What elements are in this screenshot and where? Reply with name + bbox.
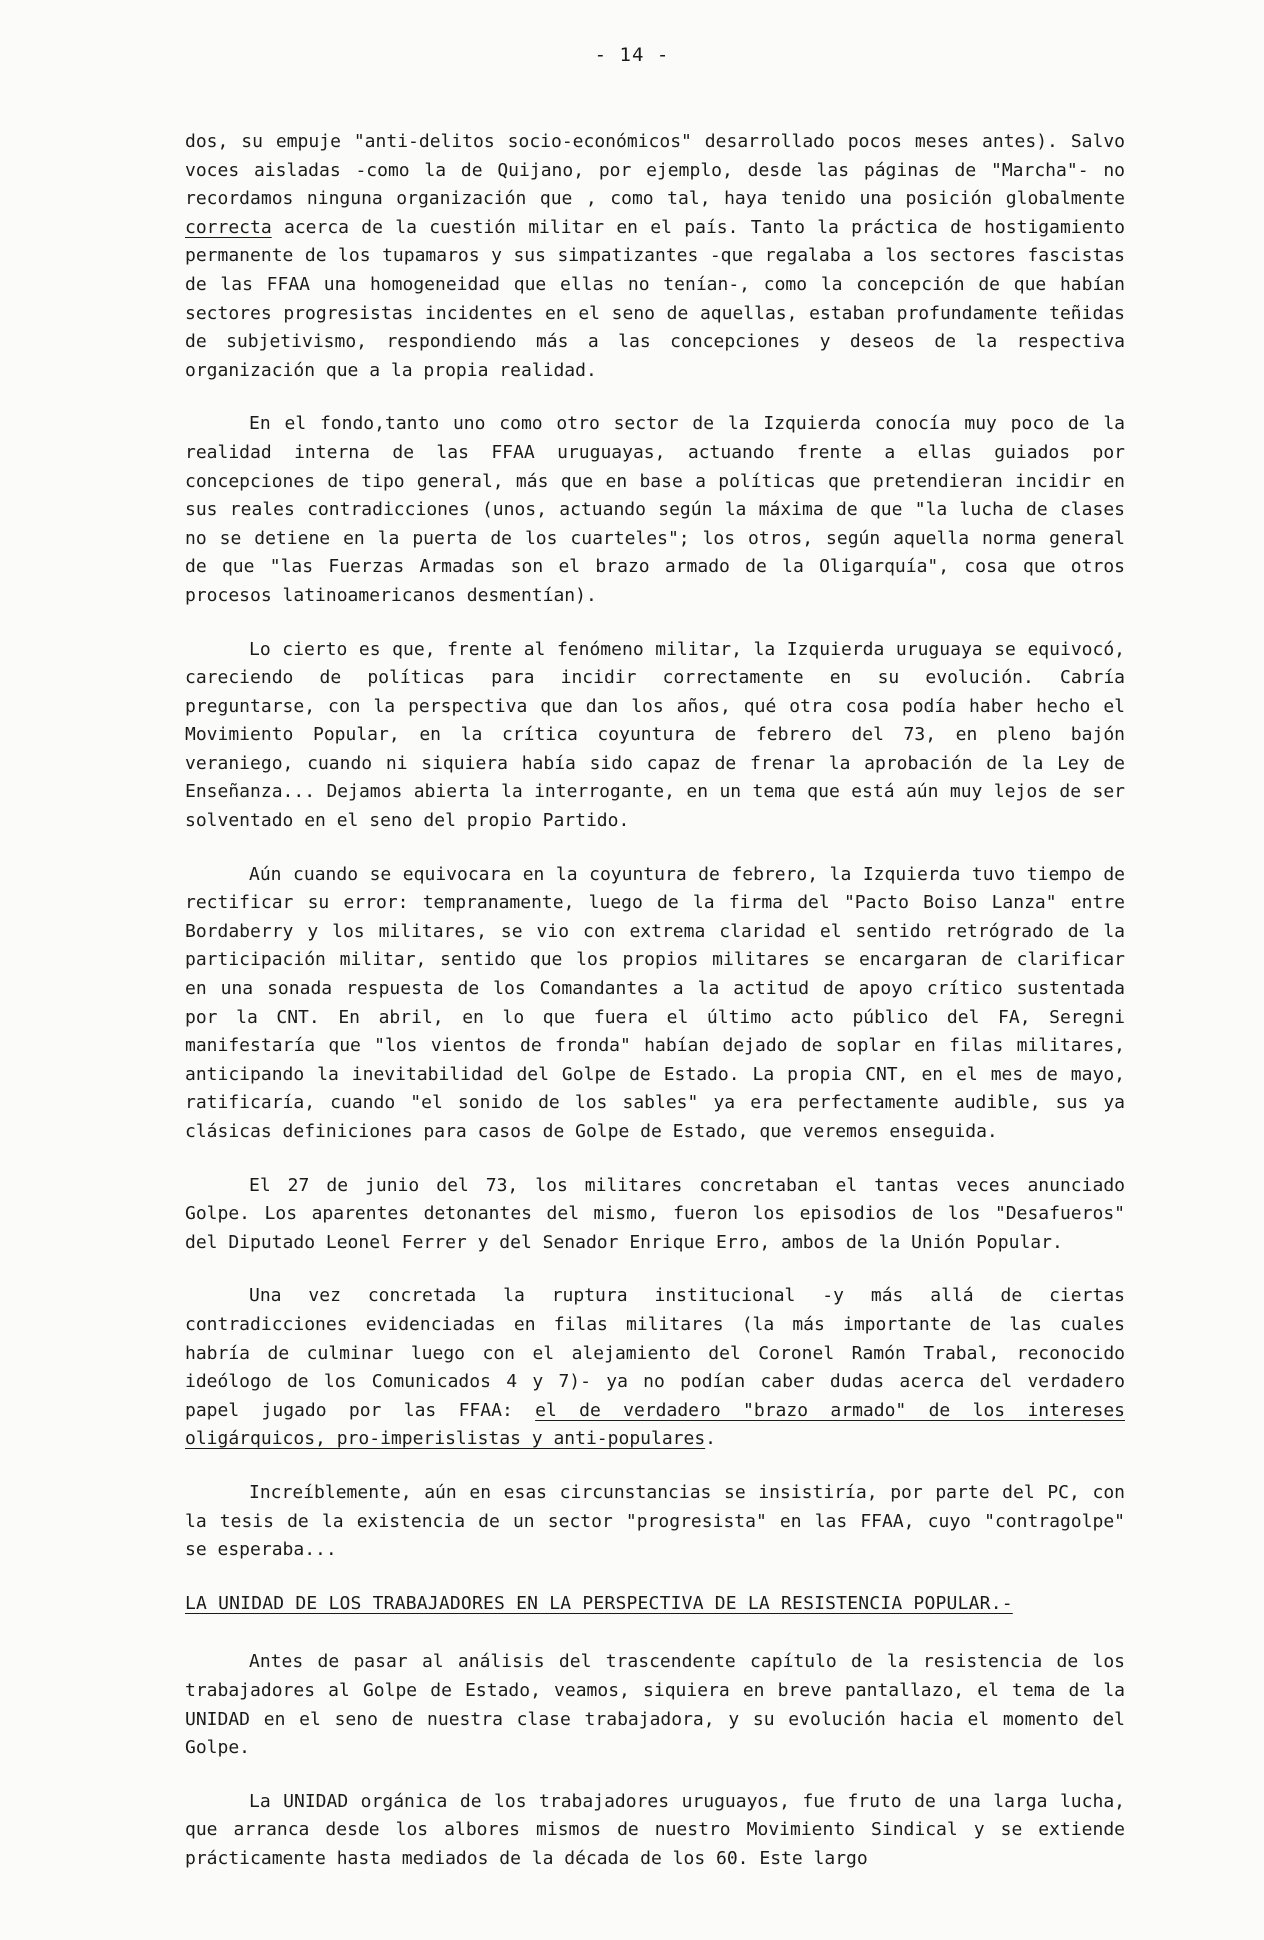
text-segment: En el fondo,tanto uno como otro sector de la Izquierda conocía muy poco de la realidad interna de las FFAA uruguayas, actuando frente a ellas guiados por concepciones de tipo general, más que en base a políticas que pretendieran incidir en sus reales contradicciones (unos, actuando según la máxima de que "la lucha de clases no se detiene en la puerta de los cuarteles"; los otros, según aquella norma general de que "las Fuerzas Armadas son el brazo armado de la Oligarquía", cosa que otros procesos latinoamericanos desmentían).: [185, 413, 1125, 606]
document-body: [185, 128, 1125, 1898]
paragraph: [185, 1788, 1125, 1874]
text-segment: El 27 de junio del 73, los militares concretaban el tantas veces anunciado Golpe. Los aparentes detonantes del mismo, fueron los episodios de los "Desafueros" del Diputado Leonel Ferrer y del Senador Enrique Erro, ambos de la Unión Popular.: [185, 1174, 1125, 1253]
text-segment: Lo cierto es que, frente al fenómeno militar, la Izquierda uruguaya se equivocó, careciendo de políticas para incidir correctamente en su evolución. Cabría preguntarse, con la perspectiva que dan los años, qué otra cosa podía haber hecho el Movimiento Popular, en la crítica coyuntura de febrero del 73, en pleno bajón veraniego, cuando ni siquiera había sido capaz de frenar la aprobación de la Ley de Enseñanza... Dejamos abierta la interrogante, en un tema que está aún muy lejos de ser solventado en el seno del propio Partido.: [185, 638, 1125, 832]
text-segment: Increíblemente, aún en esas circunstancias se insistiría, por parte del PC, con la tesis de la existencia de un sector "progresista" en las FFAA, cuyo "contragolpe" se esperaba...: [185, 1481, 1125, 1561]
underlined-text: el de verdadero "brazo armado" de los intereses oligárquicos, pro-imperislistas y anti-populares: [185, 1399, 1125, 1450]
page-number: - 14 -: [594, 44, 670, 66]
paragraph: [185, 861, 1125, 1147]
paragraph: [185, 410, 1125, 610]
text-segment: .: [705, 1428, 717, 1450]
text-segment: Una vez concretada la ruptura institucional -y más allá de ciertas contradicciones evidenciadas en filas militares (la más importante de las cuales habría de culminar luego con el alejamiento del Coronel Ramón Trabal, reconocido ideólogo de los Comunicados 4 y 7)- ya no podían caber dudas acerca del verdadero papel jugado por las FFAA:: [185, 1285, 1125, 1421]
paragraph: [185, 1172, 1125, 1258]
section-after-heading: [185, 1648, 1125, 1873]
paragraph: [185, 636, 1125, 836]
text-segment: acerca de la cuestión militar en el país. Tanto la práctica de hostigamiento permanente de los tupamaros y sus simpatizantes -que regalaba a los sectores fascistas de las FFAA una homogeneidad que ellas no tenían-, como la concepción de que habían sectores progresistas incidentes en el seno de aquellas, estaban profundamente teñidas de subjetivismo, respondiendo más a las concepciones y deseos de la respectiva organización que a la propia realidad.: [185, 216, 1125, 381]
section-heading: LA UNIDAD DE LOS TRABAJADORES EN LA PERSPECTIVA DE LA RESISTENCIA POPULAR.-: [185, 1592, 1013, 1614]
text-segment: Aún cuando se equivocara en la coyuntura de febrero, la Izquierda tuvo tiempo de rectificar su error: tempranamente, luego de la firma del "Pacto Boiso Lanza" entre Bordaberry y los militares, se vio con extrema claridad el sentido retrógrado de la participación militar, sentido que los propios militares se encargaran de clarificar en una sonada respuesta de los Comandantes a la actitud de apoyo crítico sustentada por la CNT. En abril, en lo que fuera el último acto público del FA, Seregni manifestaría que "los vientos de fronda" habían dejado de soplar en filas militares, anticipando la inevitabilidad del Golpe de Estado. La propia CNT, en el mes de mayo, ratificaría, cuando "el sonido de los sables" ya era perfectamente audible, sus ya clásicas definiciones para casos de Golpe de Estado, que veremos enseguida.: [185, 863, 1125, 1142]
paragraph: [185, 1282, 1125, 1454]
text-segment: dos, su empuje "anti-delitos socio-económicos" desarrollado pocos meses antes). Salvo voces aisladas -como la de Quijano, por ejemplo, desde las páginas de "Marcha"- no recordamos ninguna organización que , como tal, haya tenido una posición globalmente: [185, 131, 1125, 210]
paragraph: [185, 1479, 1125, 1565]
paragraph: [185, 128, 1125, 385]
text-segment: La UNIDAD orgánica de los trabajadores uruguayos, fue fruto de una larga lucha, que arranca desde los albores mismos de nuestro Movimiento Sindical y se extiende prácticamente hasta mediados de la década de los 60. Este largo: [185, 1790, 1125, 1869]
text-segment: Antes de pasar al análisis del trascendente capítulo de la resistencia de los trabajadores al Golpe de Estado, veamos, siquiera en breve pantallazo, el tema de la UNIDAD en el seno de nuestra clase trabajadora, y su evolución hacia el momento del Golpe.: [185, 1651, 1125, 1759]
paragraph: [185, 1648, 1125, 1762]
underlined-text: correcta: [185, 216, 272, 238]
section-before-heading: [185, 128, 1125, 1565]
